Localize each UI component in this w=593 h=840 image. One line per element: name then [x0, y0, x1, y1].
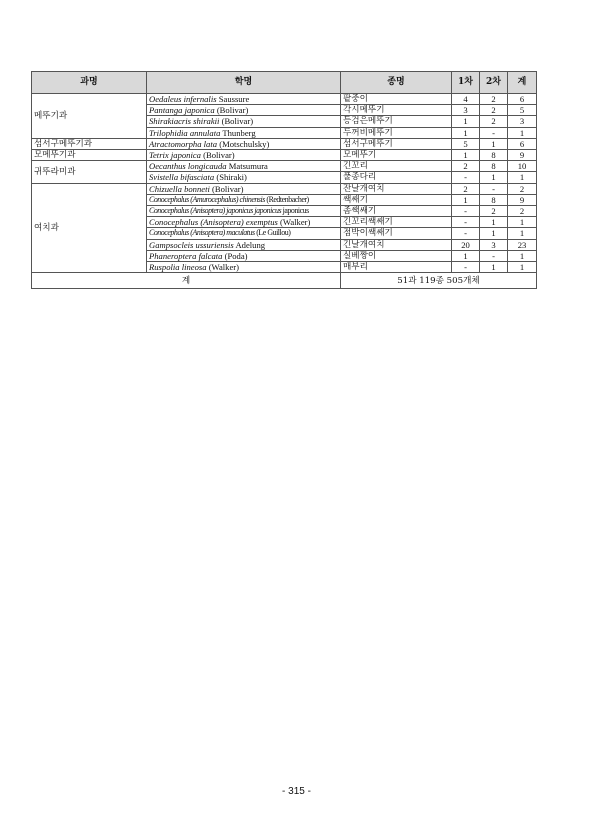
scientific-name: Pantanga japonica — [149, 105, 215, 116]
total-count: 6 — [508, 94, 537, 105]
author-name: japonicus — [282, 206, 309, 216]
korean-name: 모메뚜기 — [341, 150, 452, 161]
scientific-name-cell — [147, 116, 341, 127]
korean-name: 팥중이 — [341, 94, 452, 105]
korean-name: 긴꼬리 — [341, 161, 452, 172]
author-name: Adelung — [235, 239, 266, 250]
author-name: (Bolivar) — [216, 105, 249, 116]
total-count: 10 — [508, 161, 537, 172]
total-count: 1 — [508, 250, 537, 261]
author-name: (Redtenbacher) — [266, 194, 309, 204]
table-footer — [32, 273, 537, 289]
scientific-name: Trilophidia annulata — [149, 127, 221, 138]
scientific-name: Ruspolia lineosa — [149, 262, 207, 273]
first-count: - — [452, 172, 480, 183]
first-count: 1 — [452, 250, 480, 261]
scientific-name: Atractomorpha lata — [149, 138, 218, 149]
first-count: - — [452, 206, 480, 217]
total-count: 1 — [508, 228, 537, 239]
second-count: - — [480, 250, 508, 261]
table-row — [32, 161, 537, 172]
first-count: 1 — [452, 127, 480, 138]
second-count: 2 — [480, 94, 508, 105]
author-name: (Motschulsky) — [219, 138, 270, 149]
scientific-name-cell — [147, 250, 341, 261]
first-count: 2 — [452, 161, 480, 172]
second-count: 1 — [480, 217, 508, 228]
scientific-name-cell — [147, 206, 341, 217]
first-count: 20 — [452, 239, 480, 250]
total-count: 1 — [508, 262, 537, 273]
family-name: 섬서구메뚜기과 — [32, 138, 147, 149]
author-name: (Walker) — [280, 217, 311, 228]
second-count: - — [480, 183, 508, 194]
second-count: 2 — [480, 105, 508, 116]
second-count: 8 — [480, 194, 508, 205]
author-name: (Bolivar) — [203, 150, 235, 161]
total-count: 2 — [508, 206, 537, 217]
second-count: 8 — [480, 150, 508, 161]
family-name: 여치과 — [32, 183, 147, 273]
second-count: 1 — [480, 262, 508, 273]
total-count: 1 — [508, 217, 537, 228]
korean-name: 풀종다리 — [341, 172, 452, 183]
scientific-name: Conocephalus (Anisoptera) japonicus japonicus — [149, 206, 282, 216]
korean-name: 실베짱이 — [341, 250, 452, 261]
total-count: 1 — [508, 172, 537, 183]
table-row — [32, 94, 537, 105]
second-count: 2 — [480, 206, 508, 217]
scientific-name-cell — [147, 150, 341, 161]
footer-label: 계 — [32, 273, 341, 289]
first-count: 1 — [452, 116, 480, 127]
author-name: Saussure — [218, 94, 250, 104]
header-family: 과명 — [32, 72, 147, 94]
scientific-name-cell — [147, 228, 341, 239]
author-name: (Bolivar) — [212, 183, 244, 194]
first-count: - — [452, 217, 480, 228]
author-name: (Walker) — [208, 262, 240, 273]
species-table — [31, 71, 537, 289]
scientific-name: Phaneroptera falcata — [149, 250, 223, 261]
scientific-name: Tetrix japonica — [149, 150, 201, 161]
second-count: 1 — [480, 228, 508, 239]
total-count: 6 — [508, 138, 537, 149]
korean-name: 두꺼비메뚜기 — [341, 127, 452, 138]
table-header — [32, 72, 537, 94]
table-row — [32, 150, 537, 161]
second-count: 1 — [480, 138, 508, 149]
author-name: (Le Guillou) — [256, 228, 291, 238]
page-number: - 315 - — [282, 786, 311, 797]
first-count: - — [452, 262, 480, 273]
scientific-name-cell — [147, 194, 341, 205]
total-count: 2 — [508, 183, 537, 194]
second-count: 1 — [480, 172, 508, 183]
first-count: - — [452, 228, 480, 239]
header-second-survey: 2차 — [480, 72, 508, 94]
scientific-name: Conocephalus (Amurocephalus) chinensis — [149, 194, 265, 204]
total-count: 3 — [508, 116, 537, 127]
author-name: (Poda) — [224, 250, 248, 261]
family-name: 메뚜기과 — [32, 94, 147, 139]
total-count: 23 — [508, 239, 537, 250]
total-count: 9 — [508, 194, 537, 205]
family-name: 모메뚜기과 — [32, 150, 147, 161]
first-count: 1 — [452, 150, 480, 161]
author-name: (Shiraki) — [216, 172, 247, 183]
scientific-name: Conocephalus (Anisoptera) exemptus — [149, 217, 278, 228]
scientific-name: Gampsocleis ussuriensis — [149, 239, 234, 250]
first-count: 2 — [452, 183, 480, 194]
korean-name: 각시메뚜기 — [341, 105, 452, 116]
scientific-name-cell — [147, 138, 341, 149]
scientific-name: Oecanthus longicauda — [149, 161, 227, 172]
korean-name: 섬서구메뚜기 — [341, 138, 452, 149]
second-count: - — [480, 127, 508, 138]
korean-name: 매부리 — [341, 262, 452, 273]
scientific-name-cell — [147, 127, 341, 138]
header-first-survey: 1차 — [452, 72, 480, 94]
total-count: 9 — [508, 150, 537, 161]
header-total: 계 — [508, 72, 537, 94]
total-count: 1 — [508, 127, 537, 138]
scientific-name: Conocephalus (Anisoptera) maculatus — [149, 228, 255, 238]
author-name: Thunberg — [222, 127, 256, 138]
scientific-name-cell — [147, 105, 341, 116]
korean-name: 등검은메뚜기 — [341, 116, 452, 127]
korean-name: 쌕쌔기 — [341, 194, 452, 205]
scientific-name-cell — [147, 172, 341, 183]
scientific-name-cell — [147, 183, 341, 194]
author-name: Matsumura — [228, 161, 268, 172]
author-name: (Bolivar) — [221, 116, 254, 127]
total-count: 5 — [508, 105, 537, 116]
scientific-name-cell — [147, 262, 341, 273]
korean-name: 잔날개여치 — [341, 183, 452, 194]
first-count: 3 — [452, 105, 480, 116]
scientific-name-cell — [147, 239, 341, 250]
first-count: 5 — [452, 138, 480, 149]
korean-name: 좀쌕쌔기 — [341, 206, 452, 217]
header-scientific-name: 학명 — [147, 72, 341, 94]
scientific-name: Oedaleus infernalis — [149, 94, 217, 104]
scientific-name-cell — [147, 161, 341, 172]
scientific-name-cell — [147, 217, 341, 228]
footer-summary: 51과 119종 505개체 — [341, 273, 537, 289]
scientific-name: Shirakiacris shirakii — [149, 116, 220, 127]
second-count: 2 — [480, 116, 508, 127]
korean-name: 긴날개여치 — [341, 239, 452, 250]
table-body — [32, 94, 537, 273]
second-count: 3 — [480, 239, 508, 250]
second-count: 8 — [480, 161, 508, 172]
header-species-name: 종명 — [341, 72, 452, 94]
korean-name: 긴꼬리쌕쌔기 — [341, 217, 452, 228]
family-name: 귀뚜라미과 — [32, 161, 147, 183]
scientific-name-cell — [147, 94, 341, 105]
first-count: 1 — [452, 194, 480, 205]
table-row — [32, 138, 537, 149]
table-row — [32, 183, 537, 194]
scientific-name: Svistella bifasciata — [149, 172, 215, 183]
korean-name: 점박이쌕쌔기 — [341, 228, 452, 239]
scientific-name: Chizuella bonneti — [149, 183, 210, 194]
first-count: 4 — [452, 94, 480, 105]
